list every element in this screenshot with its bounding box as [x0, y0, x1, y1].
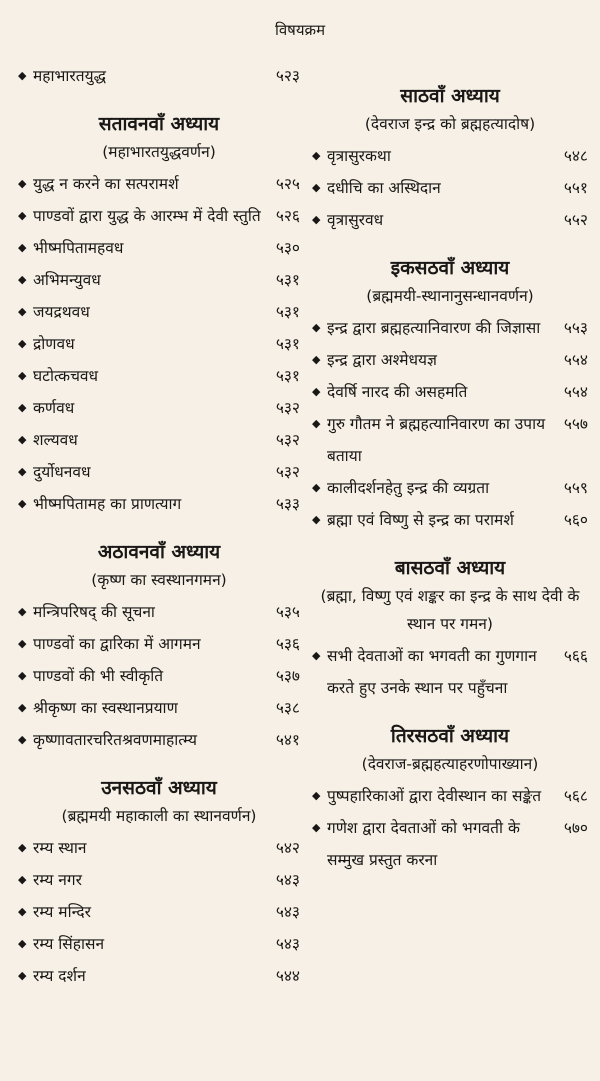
toc-entry-title: महाभारतयुद्ध — [33, 67, 106, 85]
toc-entry — [18, 488, 300, 520]
toc-entry-title: पाण्डवों द्वारा युद्ध के आरम्भ में देवी स्तुति — [33, 207, 261, 225]
toc-entry-page: ५३० — [275, 239, 300, 257]
diamond-bullet-icon: ◆ — [18, 841, 27, 854]
toc-entry — [18, 168, 300, 200]
toc-entry — [312, 204, 588, 236]
toc-entry — [18, 392, 300, 424]
toc-entry-page: ५३७ — [275, 667, 300, 685]
toc-entry-page: ५४१ — [275, 731, 300, 749]
diamond-bullet-icon: ◆ — [312, 181, 321, 194]
chapter-subtitle: (महाभारतयुद्धवर्णन) — [102, 143, 216, 161]
toc-entry-page: ५३२ — [275, 431, 300, 449]
toc-entry-title: रम्य नगर — [33, 871, 82, 889]
toc-entry-title: देवर्षि नारद की असहमति — [327, 383, 468, 401]
toc-entry — [18, 960, 300, 992]
diamond-bullet-icon: ◆ — [312, 417, 321, 430]
chapter-title: तिरसठवाँ अध्याय — [390, 725, 510, 747]
toc-entry-title: वृत्रासुरकथा — [327, 147, 391, 165]
right-column — [312, 60, 588, 876]
chapter-block — [18, 774, 300, 992]
toc-entry-title: युद्ध न करने का सत्परामर्श — [33, 175, 179, 193]
toc-entry-title: भीष्मपितामहवध — [33, 239, 124, 257]
toc-entry-page: ५५३ — [563, 319, 588, 337]
toc-entry — [18, 360, 300, 392]
toc-entry-page: ५५४ — [563, 383, 588, 401]
toc-entry-title: दुर्योधनवध — [33, 463, 91, 481]
diamond-bullet-icon: ◆ — [312, 385, 321, 398]
toc-entry-title: अभिमन्युवध — [33, 271, 101, 289]
chapter-title: अठावनवाँ अध्याय — [97, 541, 221, 563]
left-column — [18, 60, 300, 992]
toc-entry-page: ५६८ — [563, 787, 588, 805]
diamond-bullet-icon: ◆ — [18, 369, 27, 382]
chapter-block — [312, 82, 588, 236]
diamond-bullet-icon: ◆ — [18, 241, 27, 254]
toc-entry — [312, 640, 588, 704]
toc-entry — [312, 344, 588, 376]
toc-entry — [18, 628, 300, 660]
toc-entry-page: ५२६ — [275, 207, 300, 225]
chapter-title: बासठवाँ अध्याय — [394, 557, 506, 579]
diamond-bullet-icon: ◆ — [18, 209, 27, 222]
toc-entry — [18, 60, 300, 92]
toc-entry — [312, 408, 588, 472]
chapter-title: उनसठवाँ अध्याय — [101, 777, 217, 799]
toc-entry — [312, 780, 588, 812]
toc-entry — [312, 172, 588, 204]
toc-entry — [312, 312, 588, 344]
toc-entry-title: कालीदर्शनहेतु इन्द्र की व्यग्रता — [327, 479, 490, 497]
toc-entry-title: इन्द्र द्वारा अश्मेधयज्ञ — [327, 351, 437, 369]
toc-entry — [312, 376, 588, 408]
toc-entry — [312, 504, 588, 536]
diamond-bullet-icon: ◆ — [18, 273, 27, 286]
toc-entry-title: ब्रह्मा एवं विष्णु से इन्द्र का परामर्श — [327, 511, 514, 529]
right-chapters — [312, 82, 588, 876]
page-header: विषयक्रम — [274, 21, 326, 39]
diamond-bullet-icon: ◆ — [18, 177, 27, 190]
toc-entry-page: ५५४ — [563, 351, 588, 369]
diamond-bullet-icon: ◆ — [18, 969, 27, 982]
toc-entry-page: ५५२ — [563, 211, 588, 229]
diamond-bullet-icon: ◆ — [312, 821, 321, 834]
toc-entry — [312, 140, 588, 172]
toc-entry — [18, 864, 300, 896]
left-top-entries — [18, 60, 300, 92]
toc-entry-page: ५६० — [563, 511, 588, 529]
chapter-subtitle: (देवराज-ब्रह्महत्याहरणोपाख्यान) — [361, 755, 539, 773]
toc-entry — [18, 660, 300, 692]
toc-entry-page: ५३१ — [275, 335, 300, 353]
toc-entry-page: ५३१ — [275, 271, 300, 289]
toc-entry — [18, 928, 300, 960]
toc-entry-page: ५३१ — [275, 367, 300, 385]
toc-entry — [18, 896, 300, 928]
toc-entry-title: कर्णवध — [33, 399, 75, 417]
toc-entry — [18, 264, 300, 296]
diamond-bullet-icon: ◆ — [312, 481, 321, 494]
chapter-title: सतावनवाँ अध्याय — [98, 113, 220, 135]
toc-entry — [312, 472, 588, 504]
diamond-bullet-icon: ◆ — [18, 337, 27, 350]
toc-entry-page: ५५७ — [563, 415, 588, 433]
toc-entry-title: गणेश द्वारा देवताओं को भगवती के सम्मुख प्रस्तुत करना — [327, 819, 520, 869]
toc-entry-page: ५४४ — [275, 967, 300, 985]
toc-entry-title: कृष्णावतारचरितश्रवणमाहात्म्य — [33, 731, 197, 749]
toc-entry — [18, 692, 300, 724]
toc-entry — [18, 424, 300, 456]
toc-entry-page: ५३२ — [275, 399, 300, 417]
toc-entry-title: वृत्रासुरवध — [327, 211, 384, 229]
toc-entry — [18, 456, 300, 488]
chapter-subtitle: (देवराज इन्द्र को ब्रह्महत्यादोष) — [364, 115, 536, 133]
toc-entry-title: गुरु गौतम ने ब्रह्महत्यानिवारण का उपाय बताया — [327, 415, 546, 465]
toc-entry-page: ५४३ — [275, 903, 300, 921]
diamond-bullet-icon: ◆ — [18, 669, 27, 682]
toc-entry-title: पाण्डवों का द्वारिका में आगमन — [33, 635, 201, 653]
toc-entry — [18, 724, 300, 756]
toc-entry-page: ५५१ — [563, 179, 588, 197]
toc-entry-page: ५७० — [563, 819, 588, 837]
toc-entry — [18, 328, 300, 360]
diamond-bullet-icon: ◆ — [18, 905, 27, 918]
diamond-bullet-icon: ◆ — [18, 637, 27, 650]
toc-entry-page: ५४२ — [275, 839, 300, 857]
toc-entry-title: श्रीकृष्ण का स्वस्थानप्रयाण — [33, 699, 178, 717]
toc-entry-page: ५४३ — [275, 935, 300, 953]
toc-entry-title: रम्य स्थान — [33, 839, 87, 857]
toc-entry-page: ५३८ — [275, 699, 300, 717]
left-chapters — [18, 110, 300, 992]
diamond-bullet-icon: ◆ — [18, 305, 27, 318]
toc-entry-title: घटोत्कचवध — [33, 367, 99, 385]
diamond-bullet-icon: ◆ — [18, 873, 27, 886]
diamond-bullet-icon: ◆ — [312, 649, 321, 662]
toc-entry-page: ५२५ — [275, 175, 300, 193]
diamond-bullet-icon: ◆ — [312, 353, 321, 366]
chapter-block — [312, 722, 588, 876]
diamond-bullet-icon: ◆ — [18, 401, 27, 414]
toc-entry-title: रम्य मन्दिर — [33, 903, 91, 921]
chapter-block — [18, 538, 300, 756]
chapter-subtitle: (ब्रह्ममयी महाकाली का स्थानवर्णन) — [61, 807, 257, 825]
toc-entry-page: ५३३ — [275, 495, 300, 513]
diamond-bullet-icon: ◆ — [18, 605, 27, 618]
chapter-subtitle: (ब्रह्मा, विष्णु एवं शङ्कर का इन्द्र के साथ देवी के स्थान पर गमन) — [320, 587, 580, 633]
diamond-bullet-icon: ◆ — [312, 513, 321, 526]
toc-entry-page: ५३१ — [275, 303, 300, 321]
chapter-block — [312, 254, 588, 536]
diamond-bullet-icon: ◆ — [312, 789, 321, 802]
toc-entry-title: पाण्डवों की भी स्वीकृति — [33, 667, 164, 685]
chapter-block — [312, 554, 588, 704]
toc-entry — [312, 812, 588, 876]
chapter-block — [18, 110, 300, 520]
diamond-bullet-icon: ◆ — [18, 465, 27, 478]
chapter-subtitle: (ब्रह्ममयी-स्थानानुसन्धानवर्णन) — [366, 287, 534, 305]
toc-entry-title: दधीचि का अस्थिदान — [327, 179, 441, 197]
diamond-bullet-icon: ◆ — [18, 433, 27, 446]
toc-entry-page: ५४८ — [563, 147, 588, 165]
toc-entry — [18, 232, 300, 264]
diamond-bullet-icon: ◆ — [312, 149, 321, 162]
toc-entry-page: ५६६ — [563, 647, 588, 665]
toc-entry — [18, 832, 300, 864]
toc-entry-page: ५४३ — [275, 871, 300, 889]
diamond-bullet-icon: ◆ — [18, 701, 27, 714]
diamond-bullet-icon: ◆ — [18, 937, 27, 950]
diamond-bullet-icon: ◆ — [312, 321, 321, 334]
chapter-title: साठवाँ अध्याय — [400, 85, 500, 107]
diamond-bullet-icon: ◆ — [312, 213, 321, 226]
toc-entry — [18, 596, 300, 628]
toc-entry-title: पुष्पहारिकाओं द्वारा देवीस्थान का सङ्केत — [327, 787, 542, 805]
toc-entry-title: सभी देवताओं का भगवती का गुणगान करते हुए उनके स्थान पर पहुँचना — [327, 647, 537, 697]
toc-entry-page: ५३६ — [275, 635, 300, 653]
toc-entry-page: ५३२ — [275, 463, 300, 481]
chapter-title: इकसठवाँ अध्याय — [390, 257, 510, 279]
toc-entry-title: रम्य दर्शन — [33, 967, 86, 985]
toc-entry-title: रम्य सिंहासन — [33, 935, 105, 953]
diamond-bullet-icon: ◆ — [18, 497, 27, 510]
toc-entry-title: द्रोणवध — [33, 335, 75, 353]
toc-entry-page: ५३५ — [275, 603, 300, 621]
toc-entry-title: इन्द्र द्वारा ब्रह्महत्यानिवारण की जिज्ञासा — [327, 319, 541, 337]
toc-entry-title: जयद्रथवध — [33, 303, 90, 321]
toc-entry-page: ५५९ — [563, 479, 588, 497]
diamond-bullet-icon: ◆ — [18, 733, 27, 746]
toc-entry-title: भीष्मपितामह का प्राणत्याग — [33, 495, 182, 513]
toc-entry — [18, 200, 300, 232]
toc-entry — [18, 296, 300, 328]
chapter-subtitle: (कृष्ण का स्वस्थानगमन) — [91, 571, 227, 589]
toc-entry-title: मन्त्रिपरिषद् की सूचना — [33, 603, 155, 621]
toc-entry-page: ५२३ — [275, 67, 300, 85]
toc-entry-title: शल्यवध — [33, 431, 78, 449]
diamond-bullet-icon: ◆ — [18, 69, 27, 82]
